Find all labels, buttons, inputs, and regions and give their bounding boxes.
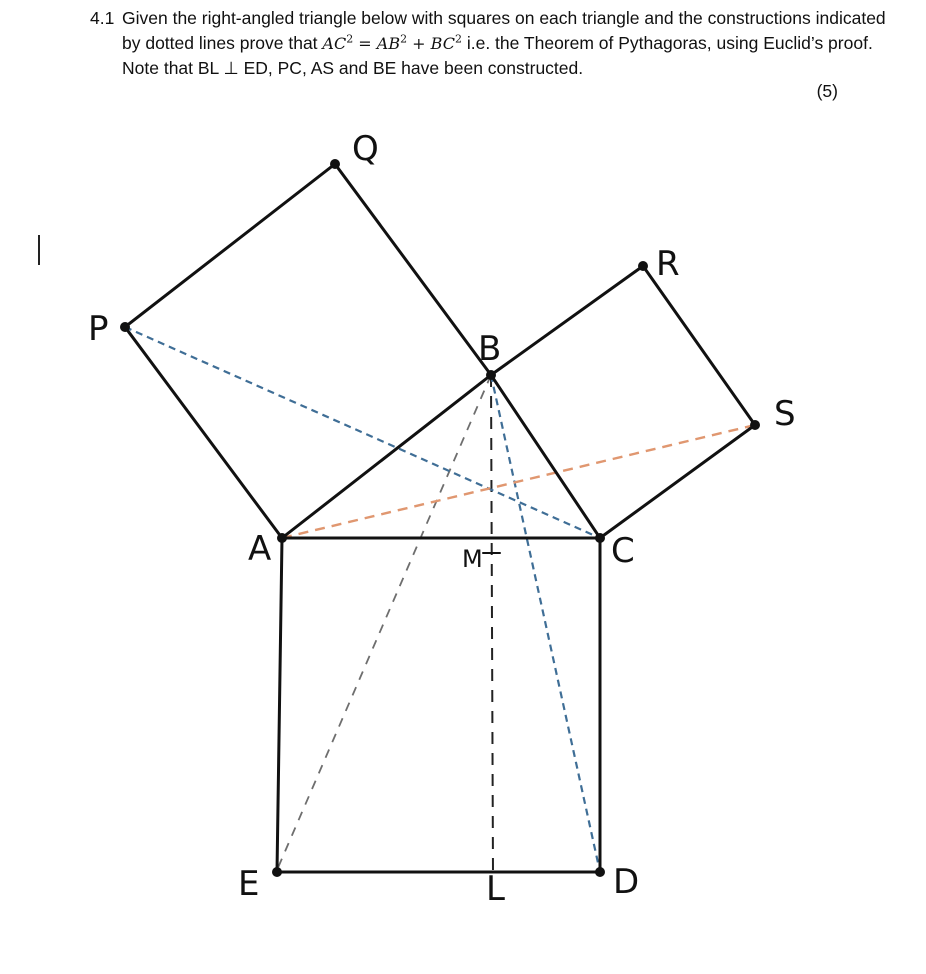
eq-exp-2: 2 [400, 32, 408, 46]
point-s [750, 420, 760, 430]
point-b [486, 370, 496, 380]
question-rest: i.e. the Theorem of Pythagoras, using Euclid’s proof. Note that BL ⊥ ED, PC, AS and BE have been constructed. [122, 32, 873, 78]
label-l: L [486, 869, 505, 909]
point-a [277, 533, 287, 543]
label-q: Q [352, 129, 379, 169]
square-bc [491, 266, 755, 538]
marks: (5) [816, 81, 838, 101]
line-bl [491, 375, 493, 875]
line-bd [491, 375, 600, 872]
square-ac [277, 538, 600, 872]
point-e [272, 867, 282, 877]
question-number: 4.1 [90, 8, 115, 28]
eq-plus: + [407, 33, 431, 53]
triangle-abc [282, 375, 600, 538]
point-r [638, 261, 648, 271]
point-p [120, 322, 130, 332]
label-e: E [238, 864, 260, 904]
point-d [595, 867, 605, 877]
eq-exp-1: 2 [346, 32, 354, 46]
label-r: R [656, 244, 680, 284]
label-m: M [462, 545, 483, 573]
line-be [277, 375, 491, 870]
label-b: B [478, 329, 502, 369]
label-a: A [248, 529, 272, 569]
eq-bc: BC [430, 33, 455, 53]
point-q [330, 159, 340, 169]
eq-ac: AC [322, 33, 347, 53]
label-c: C [611, 531, 635, 571]
label-p: P [88, 309, 109, 349]
eq-ab: AB [376, 33, 401, 53]
square-ab [125, 164, 491, 538]
point-c [595, 533, 605, 543]
question-intro: Given the right-angled triangle below with squares on each triangle and the constructions indicated by dotted lines prove that [122, 8, 886, 53]
label-s: S [774, 394, 796, 434]
eq-exp-3: 2 [454, 32, 462, 46]
eq-equals: = [353, 33, 377, 53]
label-d: D [613, 862, 640, 902]
